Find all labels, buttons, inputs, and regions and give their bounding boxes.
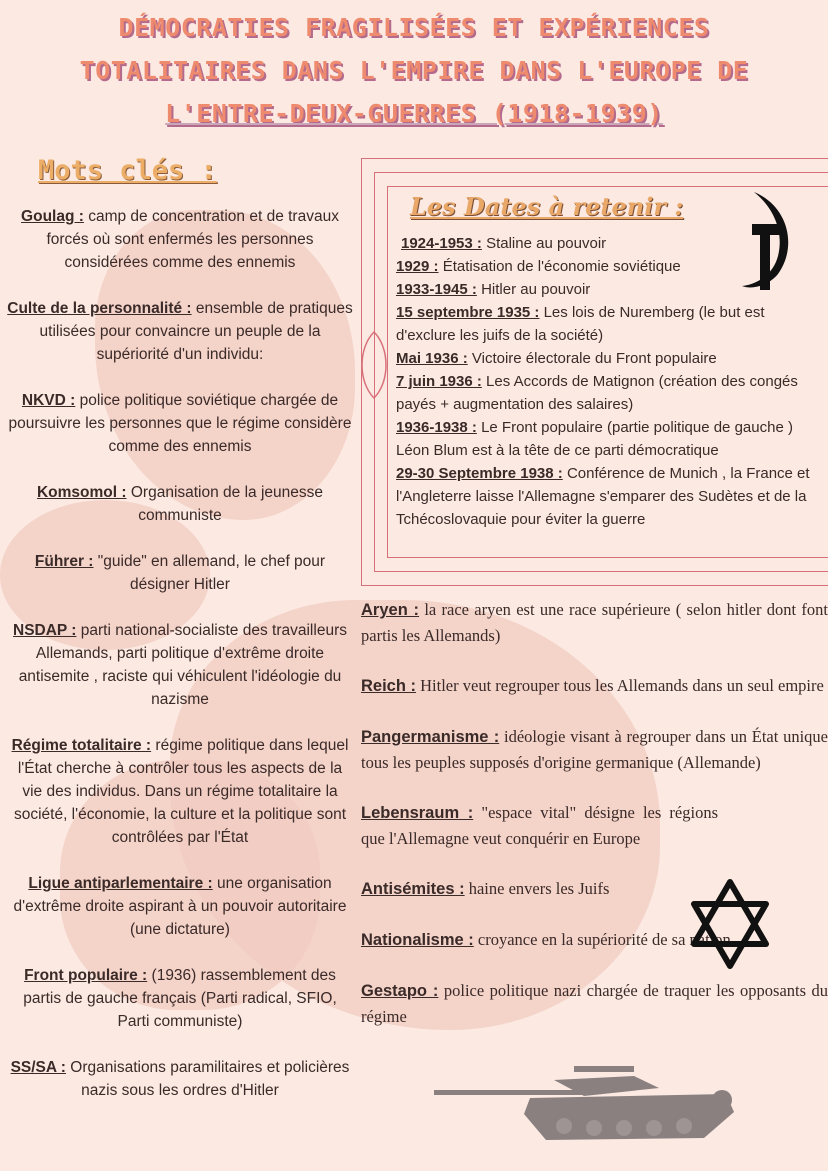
frame-ornament (356, 330, 392, 400)
date-row: 15 septembre 1935 : Les lois de Nuremberg (le but est d'exclure les juifs de la société) (396, 304, 765, 344)
date-row: 1929 : Étatisation de l'économie soviétique (396, 258, 681, 275)
keyword-nsdap: NSDAP : parti national-socialiste des travailleurs Allemands, parti politique d'extrême droite antisemite , raciste qui véhiculent l'idéologie du nazisme (13, 622, 347, 708)
date-row: 1936-1938 : Le Front populaire (partie politique de gauche ) Léon Blum est à la tête de ce parti démocratique (396, 419, 793, 459)
star-of-david-icon (690, 878, 770, 970)
title-line-3: L'ENTRE-DEUX-GUERRES (1918-1939) (165, 99, 663, 128)
title-line-1: DÉMOCRATIES FRAGILISÉES ET EXPÉRIENCES (118, 13, 710, 42)
date-row: Mai 1936 : Victoire électorale du Front populaire (396, 350, 717, 367)
date-row: 1933-1945 : Hitler au pouvoir (396, 281, 591, 298)
date-row: 7 juin 1936 : Les Accords de Matignon (création des congés payés + augmentation des salaires) (396, 373, 798, 413)
keyword-fuhrer: Führer : "guide" en allemand, le chef pour désigner Hitler (34, 553, 326, 593)
term-lebensraum: Lebensraum : "espace vital" désigne les régions que l'Allemagne veut conquérir en Europe (361, 803, 718, 848)
term-nationalisme: Nationalisme : croyance en la supériorité de sa nation (361, 930, 731, 949)
tank-icon (434, 1062, 734, 1144)
dates-list (396, 232, 822, 531)
term-reich: Reich : Hitler veut regrouper tous les Allemands dans un seul empire (361, 676, 824, 695)
term-gestapo: Gestapo : police politique nazi chargée de traquer les opposants du régime (361, 981, 828, 1026)
mots-cles-list (6, 205, 354, 1102)
title-line-2: TOTALITAIRES DANS L'EMPIRE DANS L'EUROPE DE (79, 56, 749, 85)
keyword-nkvd: NKVD : police politique soviétique chargée de poursuivre les personnes que le régime considère comme des ennemis (8, 392, 352, 455)
term-pangermanisme: Pangermanisme : idéologie visant à regrouper dans un État unique tous les peuples supposés d'origine germanique (Allemande) (361, 727, 828, 772)
keyword-goulag: Goulag : camp de concentration et de travaux forcés où sont enfermés les personnes considérées comme des ennemis (21, 208, 339, 271)
term-aryen: Aryen : la race aryen est une race supérieure ( selon hitler dont font partis les Allemands) (361, 600, 828, 645)
keyword-ss-sa: SS/SA : Organisations paramilitaires et policières nazis sous les ordres d'Hitler (10, 1059, 350, 1099)
keyword-komsomol: Komsomol : Organisation de la jeunesse communiste (36, 484, 324, 524)
keyword-front-populaire: Front populaire : (1936) rassemblement des partis de gauche français (Parti radical, SFIO, Parti communiste) (23, 967, 337, 1030)
page-title (0, 6, 828, 135)
date-row: 1924-1953 : Staline au pouvoir (401, 235, 607, 252)
keyword-regime-totalitaire: Régime totalitaire : régime politique dans lequel l'État cherche à contrôler tous les aspects de la vie des individus. Dans un régime totalitaire la société, l'économie, la culture et la politique sont contrôlées par l'État (11, 737, 349, 846)
mots-cles-heading: Mots clés : (38, 155, 217, 186)
dates-heading: Les Dates à retenir : (410, 192, 684, 221)
date-row: 29-30 Septembre 1938 : Conférence de Munich , la France et l'Angleterre laisse l'Allemagne s'emparer des Sudètes et de la Tchécoslovaquie pour éviter la guerre (396, 465, 810, 528)
term-antisemites: Antisémites : haine envers les Juifs (361, 879, 610, 898)
keyword-ligue: Ligue antiparlementaire : une organisation d'extrême droite aspirant à un pouvoir autoritaire (une dictature) (13, 875, 347, 938)
keyword-culte: Culte de la personnalité : ensemble de pratiques utilisées pour convaincre un peuple de la supériorité d'un individu: (7, 300, 353, 363)
